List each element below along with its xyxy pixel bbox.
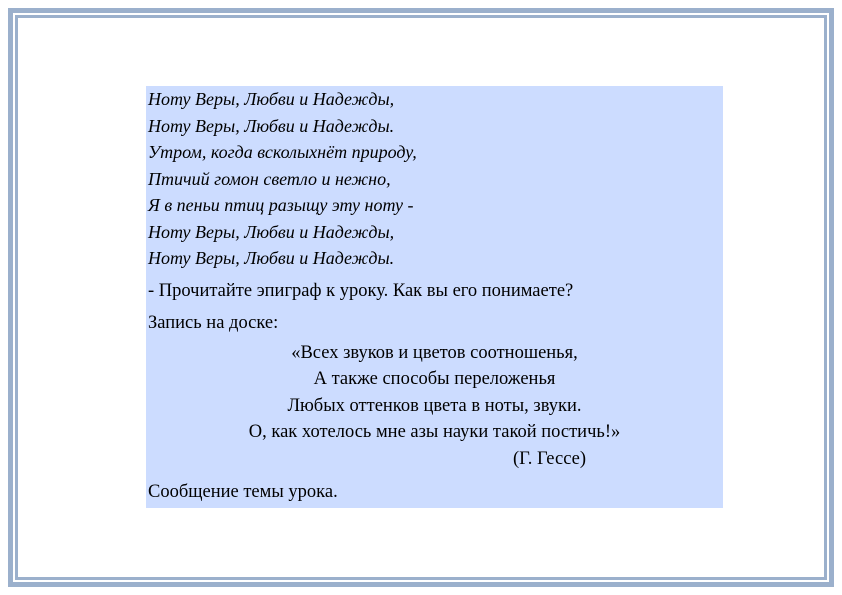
question-text: - Прочитайте эпиграф к уроку. Как вы его понимаете? (146, 275, 723, 307)
poem-line: Я в пеньи птиц разыщу эту ноту - (148, 195, 414, 215)
quote-author: (Г. Гессе) (513, 448, 586, 469)
poem-line: Ноту Веры, Любви и Надежды, (148, 89, 395, 109)
poem-line: Утром, когда всколыхнёт природу, (148, 142, 417, 162)
poem-line: Ноту Веры, Любви и Надежды. (148, 115, 395, 136)
hesse-quote (146, 339, 723, 477)
quote-line: «Всех звуков и цветов соотношенья, (291, 342, 578, 363)
poem-line: Ноту Веры, Любви и Надежды. (148, 248, 395, 268)
quote-line: А также способы переложенья (313, 369, 556, 389)
epigraph-poem (146, 86, 723, 275)
quote-line: Любых оттенков цвета в ноты, звуки. (287, 395, 582, 416)
board-label: Запись на доске: (146, 307, 723, 339)
poem-line: Птичий гомон светло и нежно, (148, 168, 391, 189)
poem-line: Ноту Веры, Любви и Надежды, (148, 221, 395, 242)
lesson-topic: Сообщение темы урока. (146, 476, 723, 508)
slide-content (146, 86, 723, 508)
quote-line: О, как хотелось мне азы науки такой постичь!» (248, 422, 621, 442)
